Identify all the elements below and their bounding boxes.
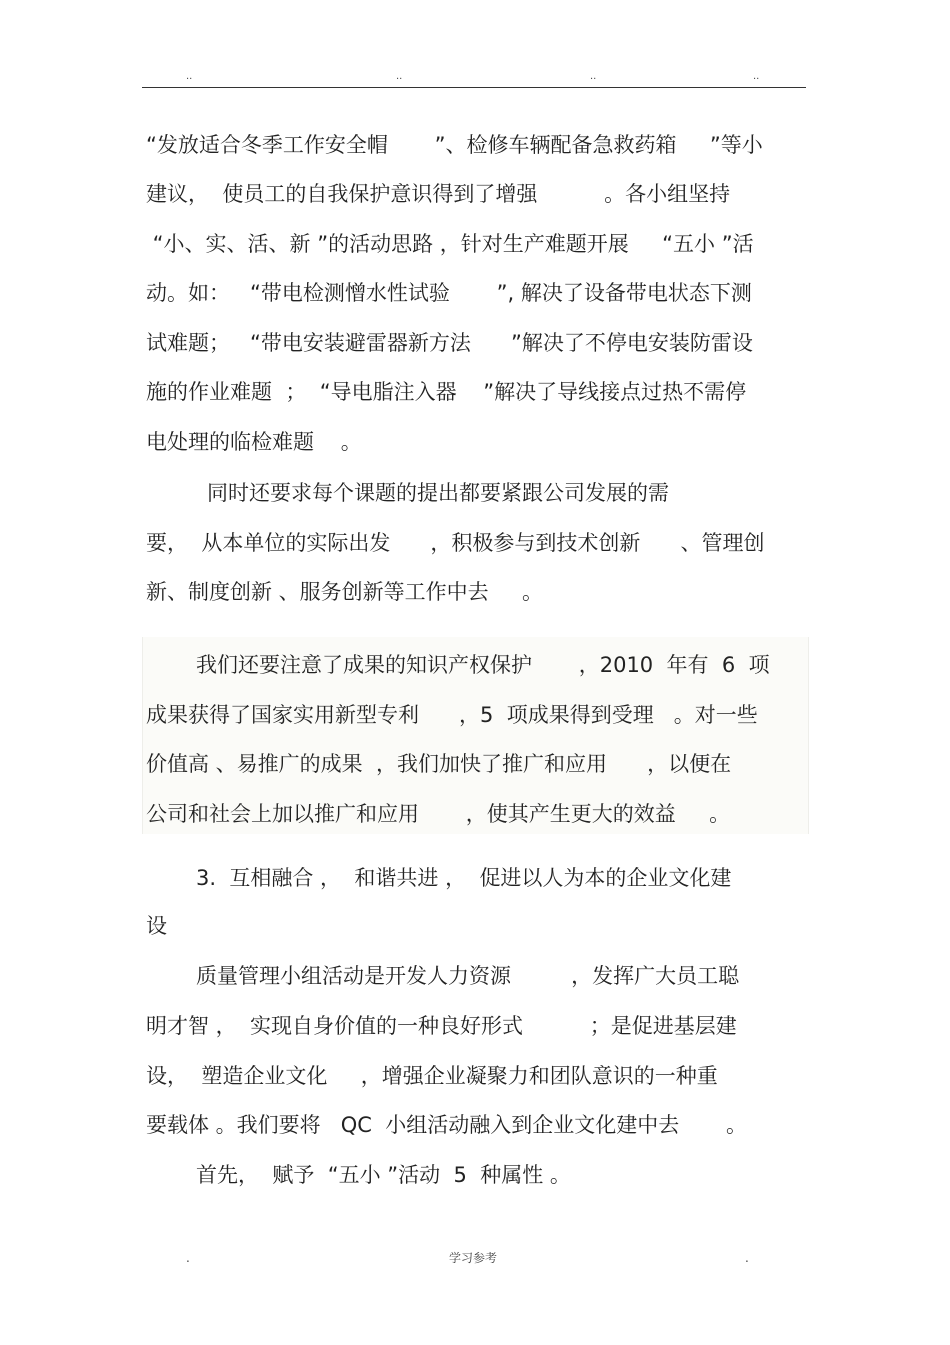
paragraph-first-line: 同时还要求每个课题的提出都要紧跟公司发展的需 [207,481,669,505]
body-text-line: 成果获得了国家实用新型专利 ，5 项成果得到受理 。对一些 [146,703,758,727]
section-heading-continued: 设 [146,914,167,938]
body-text-line: 建议， 使员工的自我保护意识得到了增强 。各小组坚持 [146,182,731,206]
header-rule [142,87,806,88]
body-text-line: 施的作业难题 ； “导电脂注入器 ”解决了导线接点过热不需停 [146,380,747,404]
footer-mark-right: . [745,1251,749,1265]
header-mark: .. [396,71,403,82]
footer-text: 学习参考 [449,1251,498,1265]
body-text-line: 明才智 ， 实现自身价值的一种良好形式 ；是促进基层建 [146,1014,737,1038]
body-text-line: 电处理的临检难题 。 [146,430,362,454]
section-heading: 3. 互相融合 ， 和谐共进 ， 促进以人为本的企业文化建 [196,866,732,890]
header-mark: .. [753,71,760,82]
body-text-line: 公司和社会上加以推广和应用 ，使其产生更大的效益 。 [146,802,731,826]
body-text-line: 动。如： “带电检测憎水性试验 ”, 解决了设备带电状态下测 [146,281,752,305]
header-mark: .. [186,71,193,82]
body-text-line: 新、制度创新 、服务创新等工作中去 。 [146,580,544,604]
paragraph-first-line: 首先， 赋予 “五小 ”活动 5 种属性 。 [196,1163,571,1187]
page-header [142,72,806,88]
body-text-line: “发放适合冬季工作安全帽 ”、检修车辆配备急救药箱 ”等小 [146,133,763,157]
body-text-line: 要， 从本单位的实际出发 ，积极参与到技术创新 、管理创 [146,531,765,555]
paragraph-first-line: 质量管理小组活动是开发人力资源 ，发挥广大员工聪 [196,964,740,988]
body-text-line: “小、实、活、新 ”的活动思路 ，针对生产难题开展 “五小 ”活 [146,232,754,256]
header-mark: .. [590,71,597,82]
body-text-line: 要载体 。我们要将 QC 小组活动融入到企业文化建中去 。 [146,1113,747,1137]
body-text-line: 试难题； “带电安装避雷器新方法 ”解决了不停电安装防雷设 [146,331,753,355]
footer-mark-left: . [186,1251,190,1265]
paragraph-first-line: 我们还要注意了成果的知识产权保护 ，2010 年有 6 项 [196,653,770,677]
body-text-line: 价值高 、易推广的成果 ，我们加快了推广和应用 ，以便在 [146,752,732,776]
body-text-line: 设， 塑造企业文化 ，增强企业凝聚力和团队意识的一种重 [146,1064,718,1088]
